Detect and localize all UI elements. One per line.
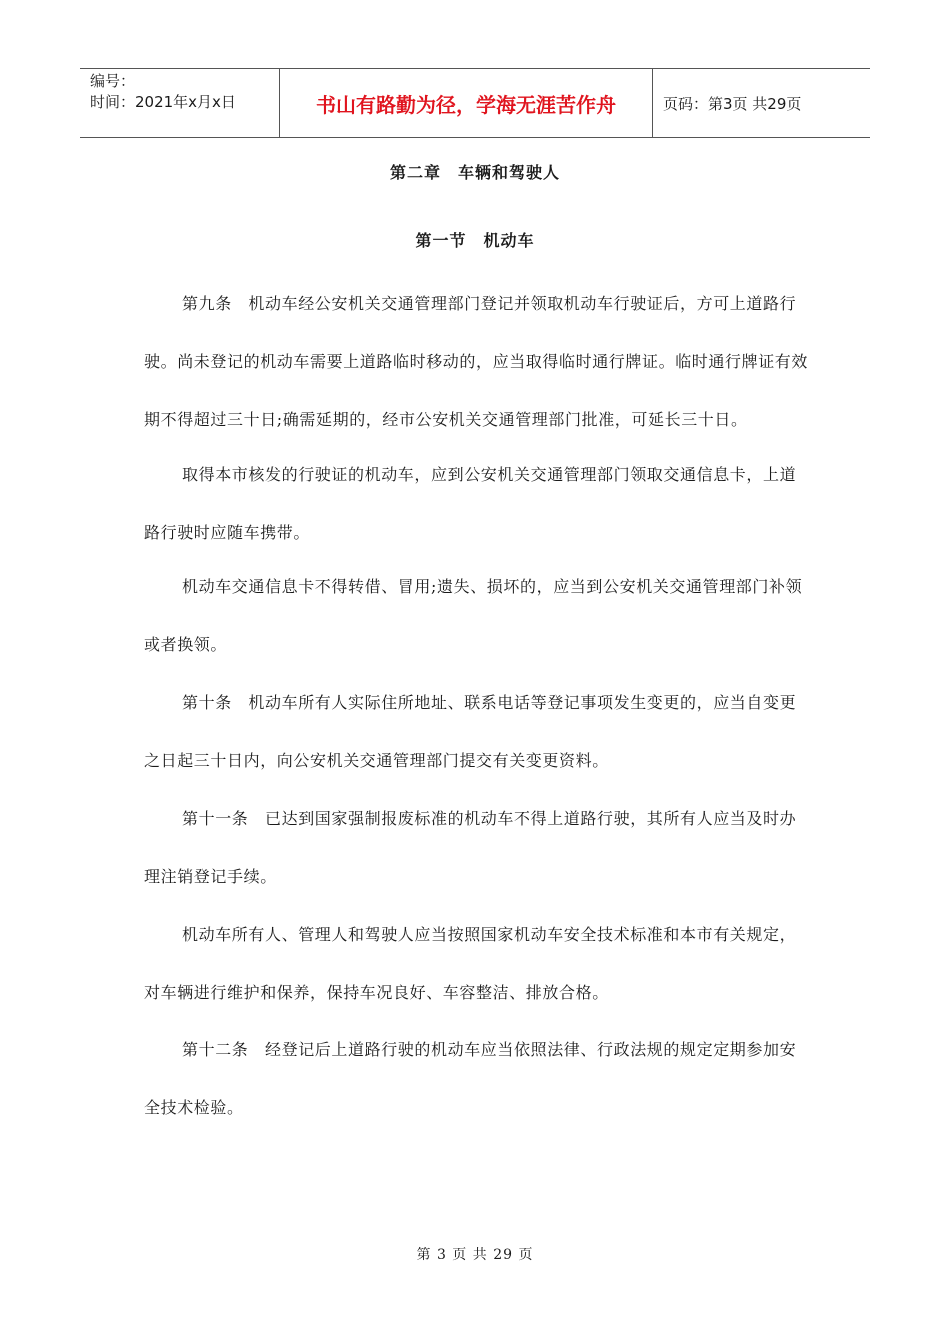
header-page-info: 页码：第3页 共29页	[663, 94, 802, 113]
page-header	[80, 68, 870, 138]
paragraph-article-12: 第十二条 经登记后上道路行驶的机动车应当依照法律、行政法规的规定定期参加安全技术检验。	[144, 1040, 797, 1117]
paragraph-article-9: 第九条 机动车经公安机关交通管理部门登记并领取机动车行驶证后，方可上道路行驶。尚未登记的机动车需要上道路临时移动的，应当取得临时通行牌证。临时通行牌证有效期不得超过三十日;确需延期的，经市公安机关交通管理部门批准，可延长三十日。	[144, 294, 809, 429]
document-date: 时间：2021年x月x日	[90, 93, 236, 111]
paragraph-info-card-loss: 机动车交通信息卡不得转借、冒用;遗失、损坏的，应当到公安机关交通管理部门补领或者换领。	[144, 577, 803, 654]
paragraph-article-11: 第十一条 已达到国家强制报废标准的机动车不得上道路行驶，其所有人应当及时办理注销登记手续。	[144, 809, 797, 886]
chapter-title: 第二章 车辆和驾驶人	[389, 163, 560, 182]
paragraph-article-10: 第十条 机动车所有人实际住所地址、联系电话等登记事项发生变更的，应当自变更之日起三十日内，向公安机关交通管理部门提交有关变更资料。	[144, 693, 797, 770]
section-title: 第一节 机动车	[415, 231, 535, 250]
page-footer: 第 3 页 共 29 页	[416, 1247, 534, 1263]
header-meta	[80, 69, 280, 137]
paragraph-maintenance: 机动车所有人、管理人和驾驶人应当按照国家机动车安全技术标准和本市有关规定，对车辆进行维护和保养，保持车况良好、车容整洁、排放合格。	[144, 925, 797, 1002]
document-number-label: 编号：	[90, 72, 136, 90]
paragraph-info-card: 取得本市核发的行驶证的机动车，应到公安机关交通管理部门领取交通信息卡，上道路行驶时应随车携带。	[144, 465, 797, 542]
header-motto: 书山有路勤为径，学海无涯苦作舟	[280, 69, 653, 137]
